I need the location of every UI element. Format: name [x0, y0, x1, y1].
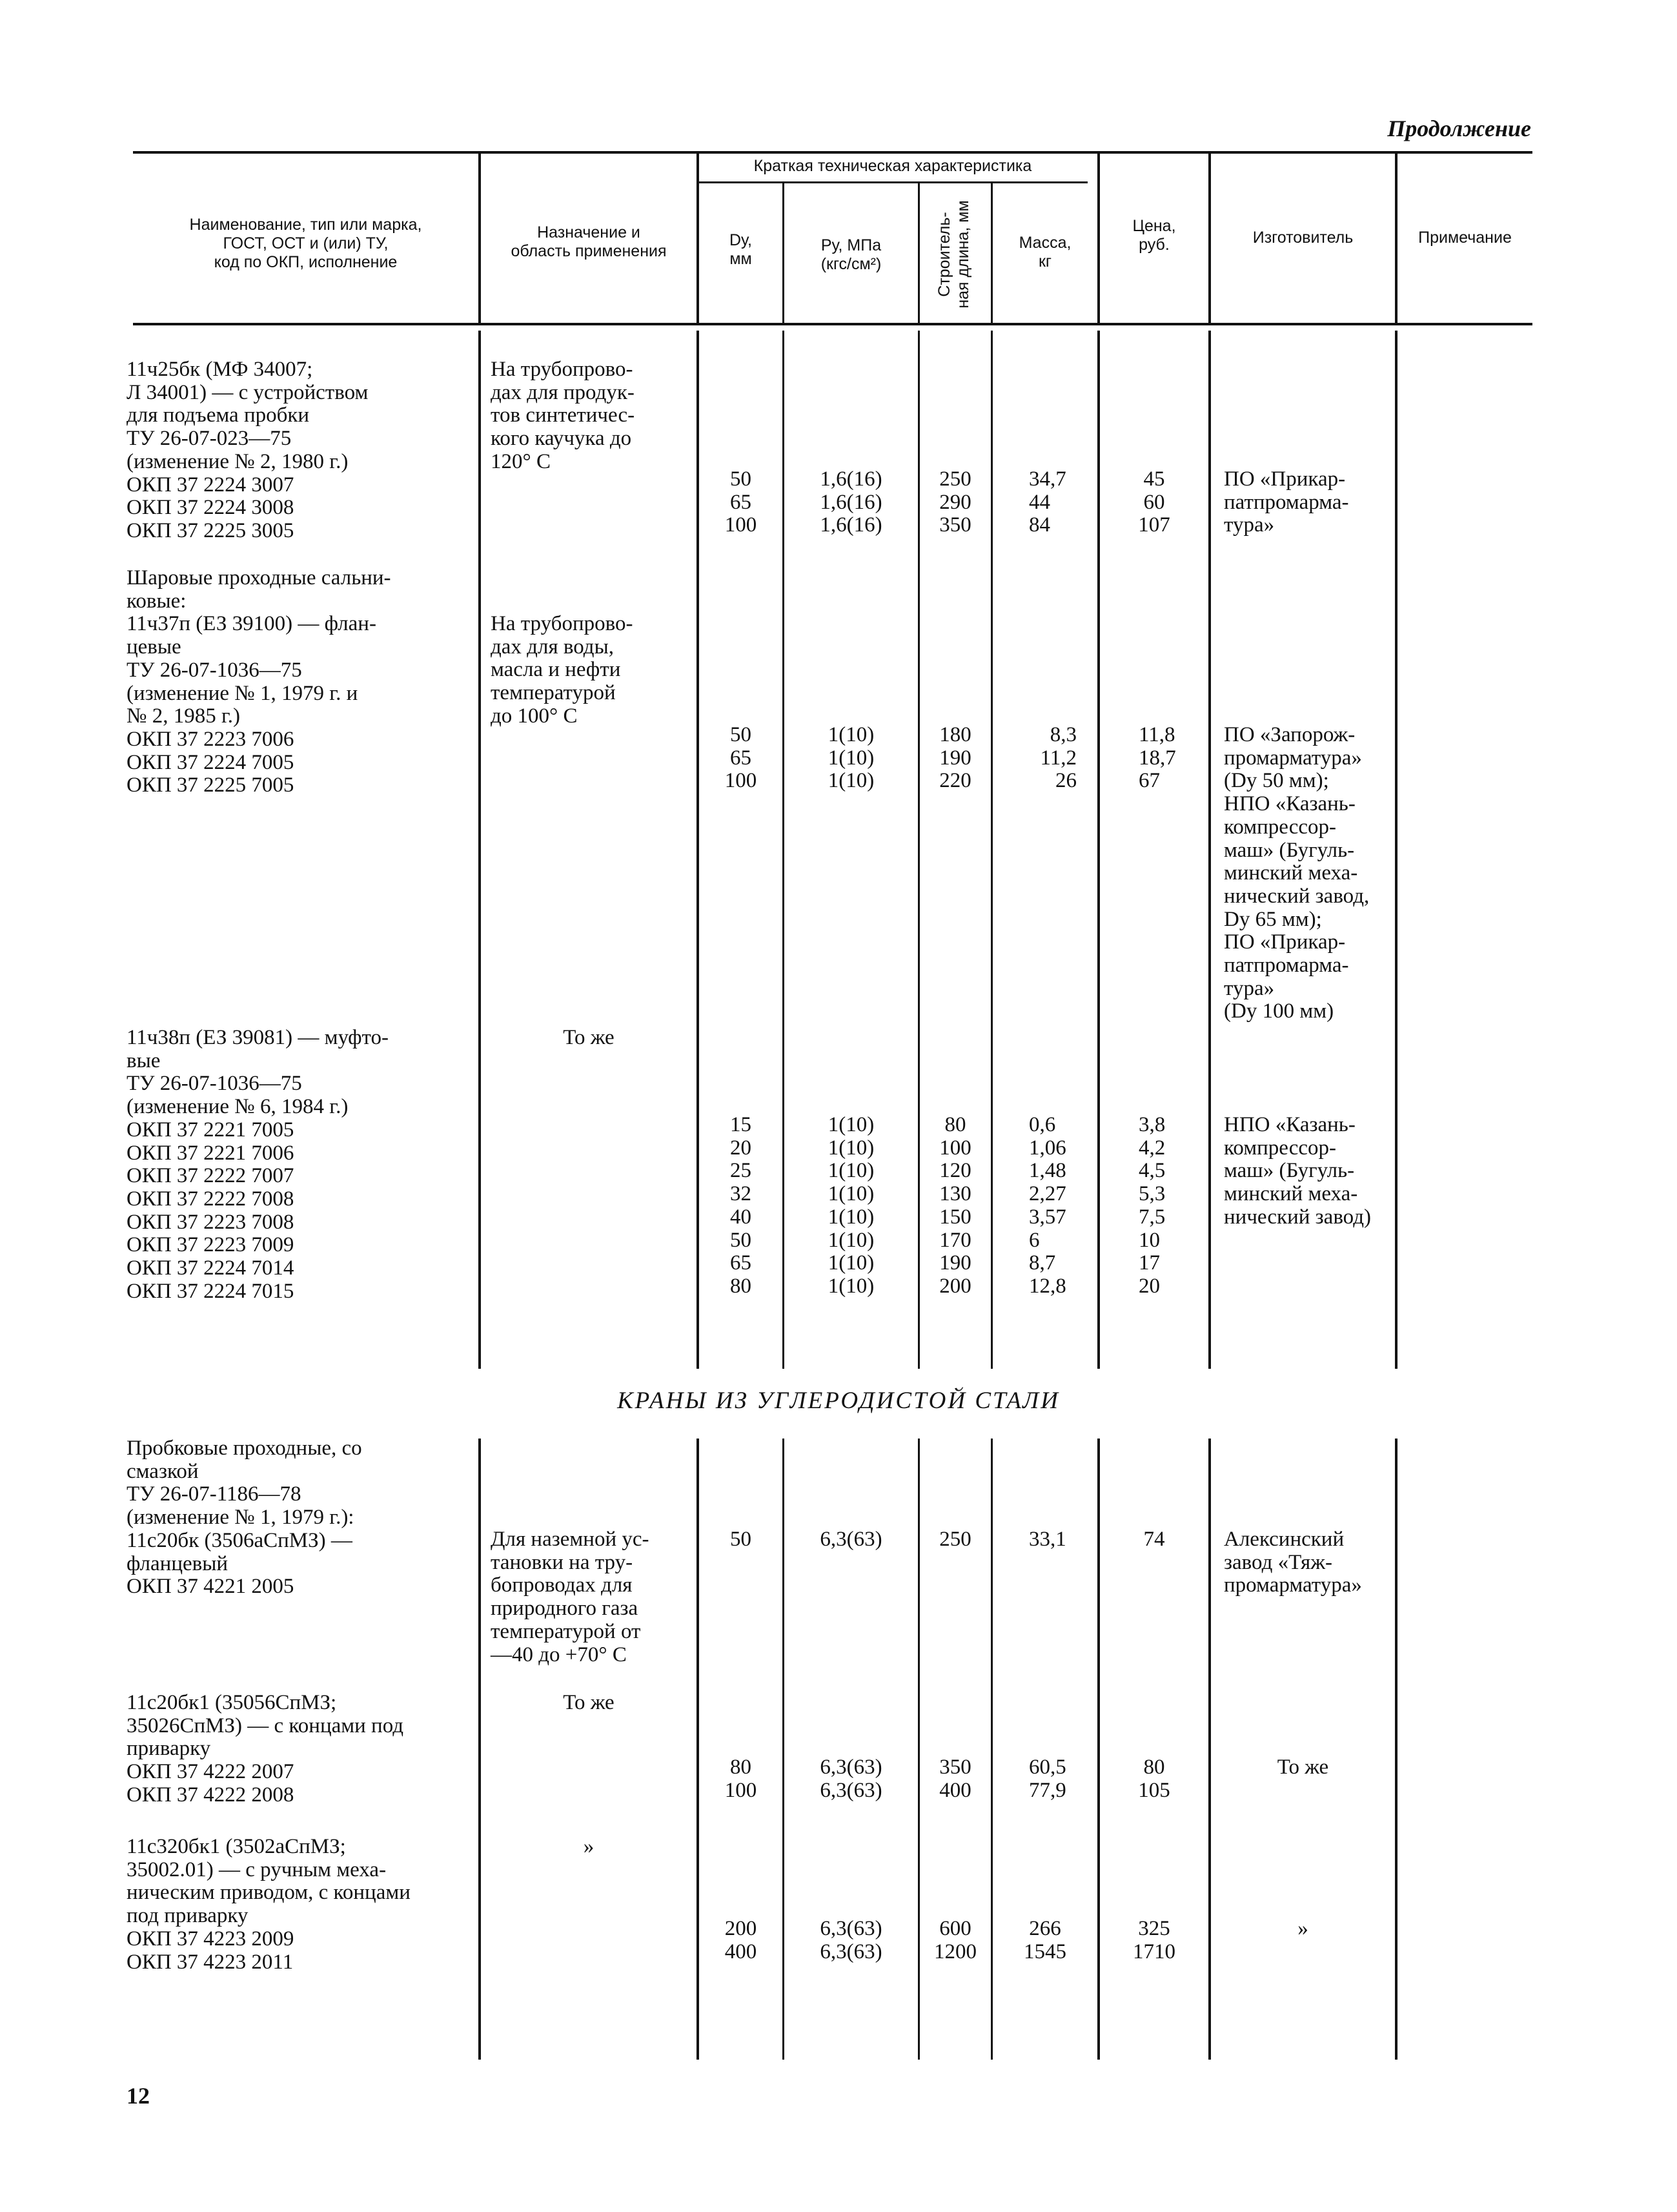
- nominal-pressure: 6,3(63): [820, 1528, 882, 1551]
- product-purpose: »: [583, 1835, 595, 1858]
- price: 45 60 107: [1138, 467, 1170, 537]
- price: 74: [1143, 1528, 1165, 1551]
- manufacturer: То же: [1277, 1756, 1329, 1779]
- product-name: Пробковые проходные, со смазкой ТУ 26-07-1186—78 (изменение № 1, 1979 г.): 11с20бк (3506аСпМЗ) — фланцевый ОКП 37 4221 2005: [127, 1437, 362, 1599]
- construction-length: 600 1200: [934, 1917, 977, 1963]
- continuation-label: Продолжение: [1387, 116, 1531, 141]
- price: 3,8 4,2 4,5 5,3 7,5 10 17 20: [1139, 1113, 1166, 1298]
- mass: 60,5 77,9: [1029, 1756, 1066, 1802]
- header-dy: Dу, мм: [729, 231, 752, 268]
- tech-group-rule: [697, 181, 1088, 183]
- mass: 8,3 11,2 26: [1040, 723, 1077, 793]
- price: 325 1710: [1133, 1917, 1175, 1963]
- nominal-diameter: 200 400: [724, 1917, 757, 1963]
- nominal-pressure: 1,6(16) 1,6(16) 1,6(16): [820, 467, 882, 537]
- nominal-pressure: 6,3(63) 6,3(63): [820, 1917, 882, 1963]
- manufacturer: »: [1297, 1917, 1308, 1940]
- product-purpose: То же: [563, 1026, 615, 1049]
- header-mass: Масса, кг: [1019, 234, 1072, 271]
- nominal-diameter: 15 20 25 32 40 50 65 80: [730, 1113, 751, 1298]
- product-purpose: То же: [563, 1691, 615, 1714]
- body-divider: [478, 331, 481, 1369]
- construction-length: 350 400: [939, 1756, 971, 1802]
- header-price: Цена, руб.: [1132, 217, 1176, 254]
- header-name: Наименование, тип или марка, ГОСТ, ОСТ и (или) ТУ, код по ОКП, исполнение: [189, 216, 422, 271]
- manufacturer: ПО «Запорож- промарматура» (Dу 50 мм); НПО «Казань- компрессор- маш» (Бугуль- минский меха- нический завод, Dу 65 мм); ПО «Прикар- патпромарма- тура» (Dу 100 мм): [1224, 723, 1370, 1023]
- header-maker: Изготовитель: [1252, 229, 1354, 247]
- body-divider: [991, 1439, 993, 2060]
- mass: 266 1545: [1024, 1917, 1066, 1963]
- nominal-diameter: 50: [730, 1528, 751, 1551]
- table-top-rule: [133, 151, 1532, 154]
- product-name: 11с20бк1 (35056СпМЗ; 35026СпМЗ) — с концами под приварку ОКП 37 4222 2007 ОКП 37 4222 2008: [127, 1691, 404, 1807]
- construction-length: 250: [939, 1528, 971, 1551]
- body-divider: [478, 1439, 481, 2060]
- page-number: 12: [127, 2083, 150, 2109]
- manufacturer: Алексинский завод «Тяж- промарматура»: [1224, 1528, 1362, 1597]
- construction-length: 250 290 350: [939, 467, 971, 537]
- product-purpose: На трубопрово- дах для воды, масла и нефти температурой до 100° С: [491, 612, 633, 728]
- product-purpose: Для наземной ус- тановки на тру- бопроводах для природного газа температурой от —40 до +70° С: [491, 1528, 649, 1666]
- product-name: 11ч38п (ЕЗ 39081) — муфто- вые ТУ 26-07-1036—75 (изменение № 6, 1984 г.) ОКП 37 2221 7005 ОКП 37 2221 7006 ОКП 37 2222 7007 ОКП 37 2222 7008 ОКП 37 2223 7008 ОКП 37 2223 7009 ОКП 37 2224 7014 ОКП 37 2224 7015: [127, 1026, 389, 1303]
- nominal-pressure: 6,3(63) 6,3(63): [820, 1756, 882, 1802]
- header-tech-group: Краткая техническая характеристика: [753, 157, 1032, 175]
- product-name: Шаровые проходные сальни- ковые: 11ч37п (ЕЗ 39100) — флан- цевые ТУ 26-07-1036—75 (изменение № 1, 1979 г. и № 2, 1985 г.) ОКП 37 2223 7006 ОКП 37 2224 7005 ОКП 37 2225 7005: [127, 566, 391, 797]
- nominal-diameter: 50 65 100: [724, 723, 757, 793]
- mass: 33,1: [1029, 1528, 1066, 1551]
- body-divider: [991, 331, 993, 1369]
- header-note: Примечание: [1418, 229, 1512, 247]
- price: 80 105: [1138, 1756, 1170, 1802]
- mass: 0,6 1,06 1,48 2,27 3,57 6 8,7 12,8: [1029, 1113, 1066, 1298]
- nominal-diameter: 50 65 100: [724, 467, 757, 537]
- product-name: 11с320бк1 (3502аСпМЗ; 35002.01) — с ручным меха- ническим приводом, с концами под приварку ОКП 37 4223 2009 ОКП 37 4223 2011: [127, 1835, 411, 1974]
- price: 11,8 18,7 67: [1139, 723, 1176, 793]
- section-title: КРАНЫ ИЗ УГЛЕРОДИСТОЙ СТАЛИ: [617, 1388, 1060, 1414]
- manufacturer: НПО «Казань- компрессор- маш» (Бугуль- минский меха- нический завод): [1224, 1113, 1372, 1229]
- manufacturer: ПО «Прикар- патпромарма- тура»: [1224, 467, 1349, 537]
- product-purpose: На трубопрово- дах для продук- тов синтетичес- кого каучука до 120° С: [491, 358, 635, 473]
- nominal-pressure: 1(10) 1(10) 1(10): [828, 723, 875, 793]
- construction-length: 180 190 220: [939, 723, 971, 793]
- body-divider: [1208, 331, 1211, 1369]
- header-divider: [918, 183, 920, 324]
- body-divider: [1208, 1439, 1211, 2060]
- construction-length: 80 100 120 130 150 170 190 200: [939, 1113, 971, 1298]
- header-purpose: Назначение и область применения: [511, 223, 667, 260]
- product-name: 11ч25бк (МФ 34007; Л 34001) — с устройством для подъема пробки ТУ 26-07-023—75 (изменение № 2, 1980 г.) ОКП 37 2224 3007 ОКП 37 2224 3008 ОКП 37 2225 3005: [127, 358, 369, 542]
- nominal-diameter: 80 100: [724, 1756, 757, 1802]
- mass: 34,7 44 84: [1029, 467, 1066, 537]
- nominal-pressure: 1(10) 1(10) 1(10) 1(10) 1(10) 1(10) 1(10) 1(10): [828, 1113, 875, 1298]
- header-length: Строитель- ная длина, мм: [935, 200, 972, 309]
- header-bottom-rule: [133, 323, 1532, 325]
- header-py: Pу, МПа (кгс/см²): [820, 236, 882, 273]
